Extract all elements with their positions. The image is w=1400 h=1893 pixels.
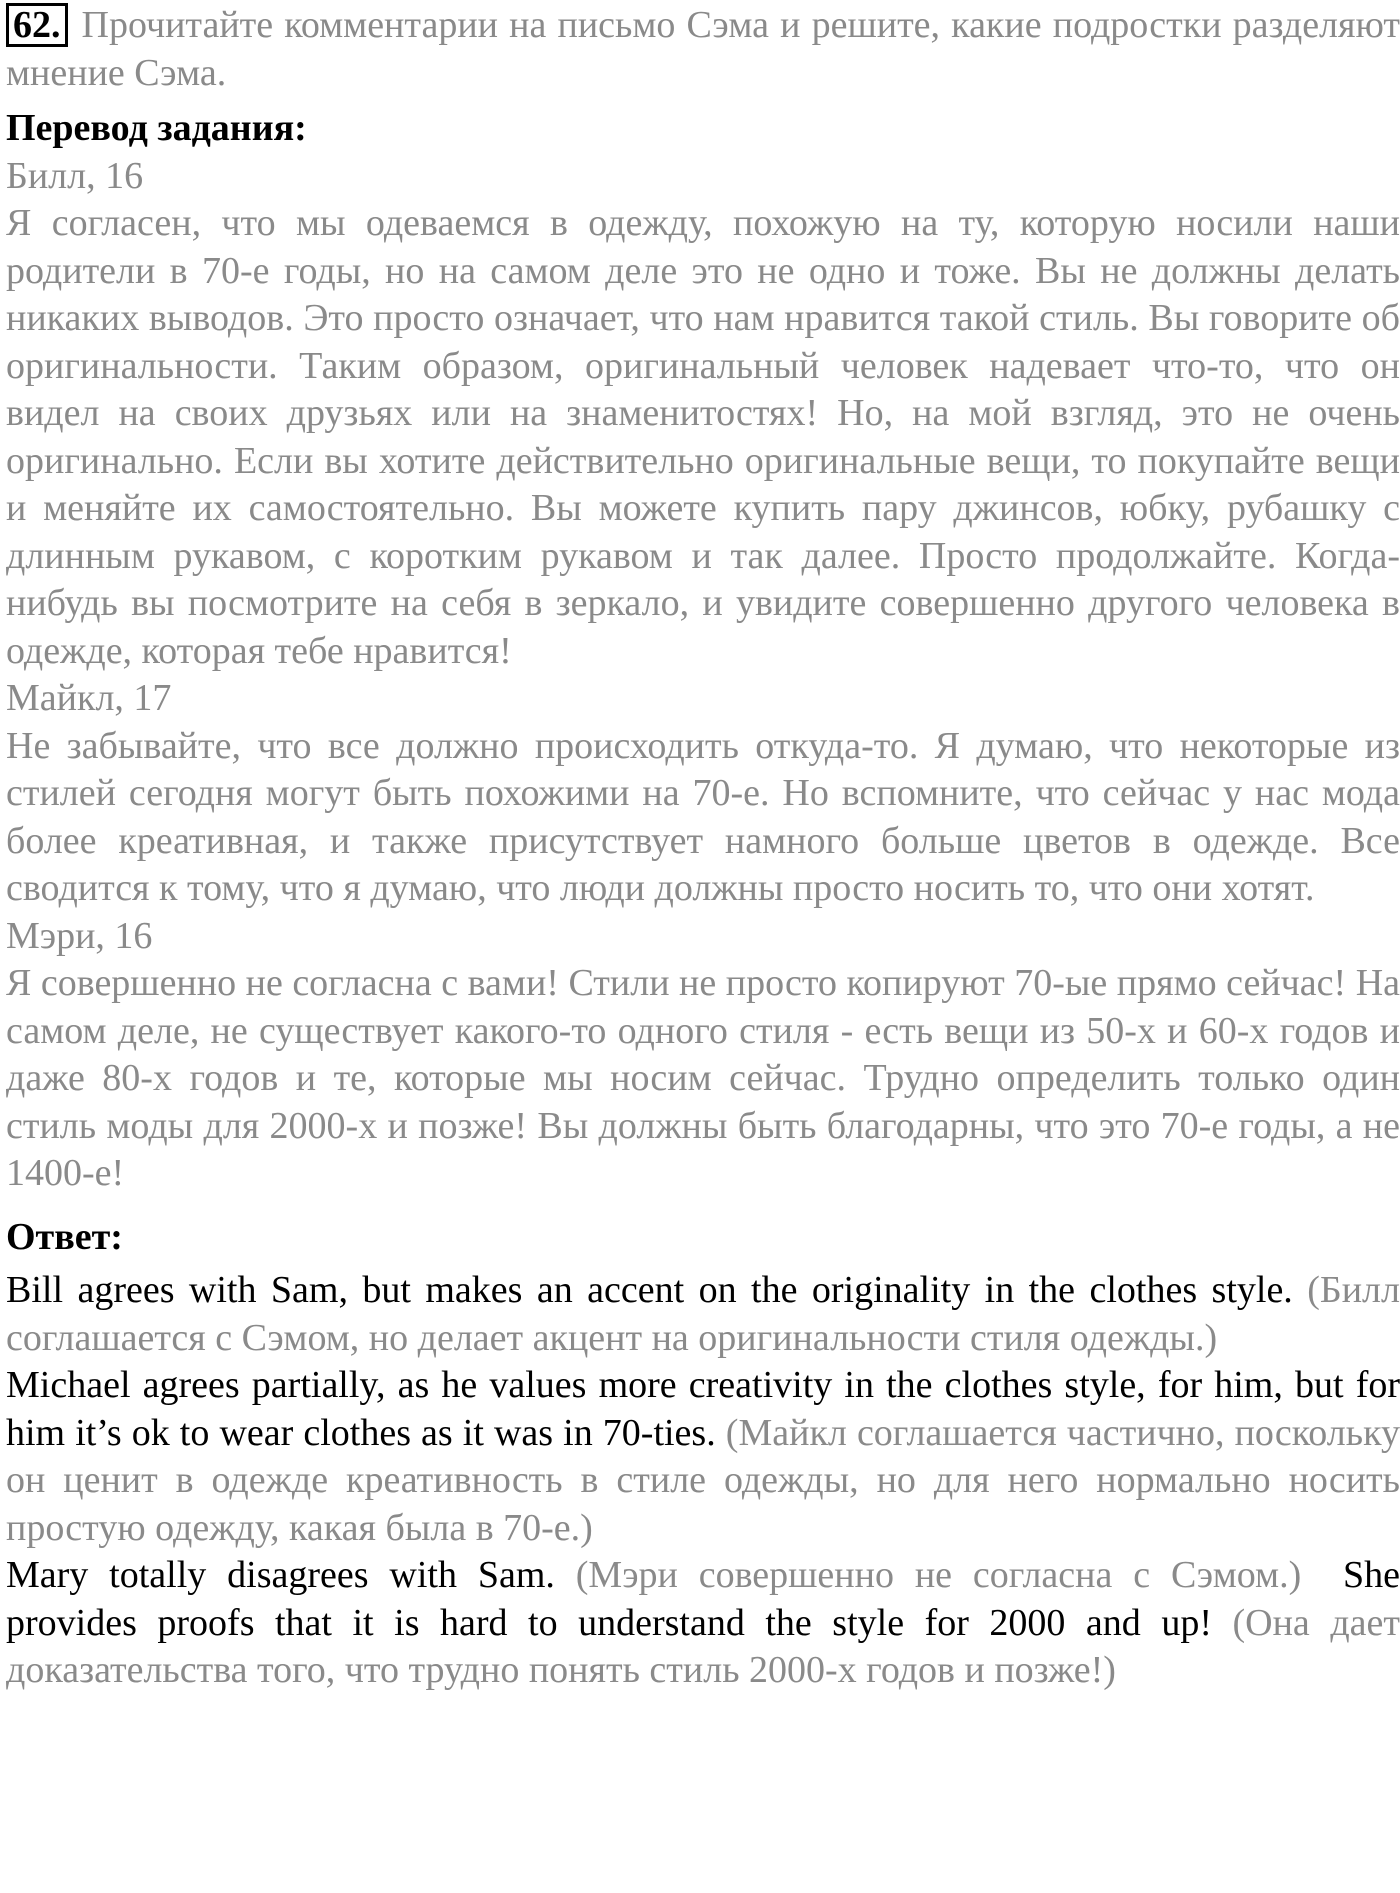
- answer-russian: (Майкл соглашается частично, поскольку он ценит в одежде креативность в стиле одежды, но для него нормально носить простую одежду, какая была в 70-е.): [6, 1411, 1400, 1549]
- answer-english: Bill agrees with Sam, but makes an accent on the originality in the clothes style.: [6, 1269, 1293, 1311]
- answer-russian: (Мэри совершенно не согласна с Сэмом.): [575, 1554, 1302, 1596]
- comment-author: Мэри, 16: [6, 914, 153, 957]
- answer-heading: Ответ:: [6, 1215, 123, 1258]
- document-page: [6, 0, 1400, 1695]
- task-number: 62.: [6, 3, 68, 47]
- task-statement: [6, 0, 1400, 97]
- comment-text: Не забывайте, что все должно происходить откуда-то. Я думаю, что некоторые из стилей сегодня могут быть похожими на 70-е. Но вспомните, что сейчас у нас мода более креативная, и также присутствует намного больше цветов в одежде. Все сводится к тому, что я думаю, что люди должны просто носить то, что они хотят.: [6, 724, 1400, 909]
- comment-text: Я совершенно не согласна с вами! Стили не просто копируют 70-ые прямо сейчас! На самом деле, не существует какого-то одного стиля - есть вещи из 50-х и 60-х годов и даже 80-х годов и те, которые мы носим сейчас. Трудно определить только один стиль моды для 2000-х и позже! Вы должны быть благодарны, что это 70-е годы, а не 1400-е!: [6, 962, 1400, 1194]
- answer-english: Michael agrees partially, as he values more creativity in the clothes style, for him, but for him it’s ok to wear clothes as it was in 70-ties.: [6, 1364, 1400, 1454]
- comment-mary: [6, 913, 1400, 1198]
- answer-english-extra: She provides proofs that it is hard to understand the style for 2000 and up!: [6, 1554, 1400, 1644]
- comment-author: Майкл, 17: [6, 677, 172, 719]
- answer-english: Mary totally disagrees with Sam.: [6, 1554, 555, 1596]
- answer-bill: [6, 1267, 1400, 1362]
- answer-russian-extra: (Она дает доказательства того, что трудно понять стиль 2000-х годов и позже!): [6, 1601, 1400, 1691]
- translation-heading: Перевод задания:: [6, 107, 307, 149]
- answer-russian: (Билл соглашается с Сэмом, но делает акцент на оригинальности стиля одежды.): [6, 1269, 1400, 1359]
- comment-bill: [6, 153, 1400, 676]
- comment-author: Билл, 16: [6, 154, 144, 197]
- comment-text: Я согласен, что мы одеваемся в одежду, похожую на ту, которую носили наши родители в 70-е годы, но на самом деле это не одно и тоже. Вы не должны делать никаких выводов. Это просто означает, что нам нравится такой стиль. Вы говорите об оригинальности. Таким образом, оригинальный человек надевает что-то, что он видел на своих друзьях или на знаменитостях! Но, на мой взгляд, это не очень оригинально. Если вы хотите действительно оригинальные вещи, то покупайте вещи и меняйте их самостоятельно. Вы можете купить пару джинсов, юбку, рубашку с длинным рукавом, с коротким рукавом и так далее. Просто продолжайте. Когда-нибудь вы посмотрите на себя в зеркало, и увидите совершенно другого человека в одежде, которая тебе нравится!: [6, 202, 1400, 672]
- task-text: Прочитайте комментарии на письмо Сэма и решите, какие подростки разделяют мнение Сэма.: [6, 4, 1400, 94]
- comment-michael: [6, 675, 1400, 913]
- answer-mary: [6, 1552, 1400, 1695]
- answer-michael: [6, 1362, 1400, 1552]
